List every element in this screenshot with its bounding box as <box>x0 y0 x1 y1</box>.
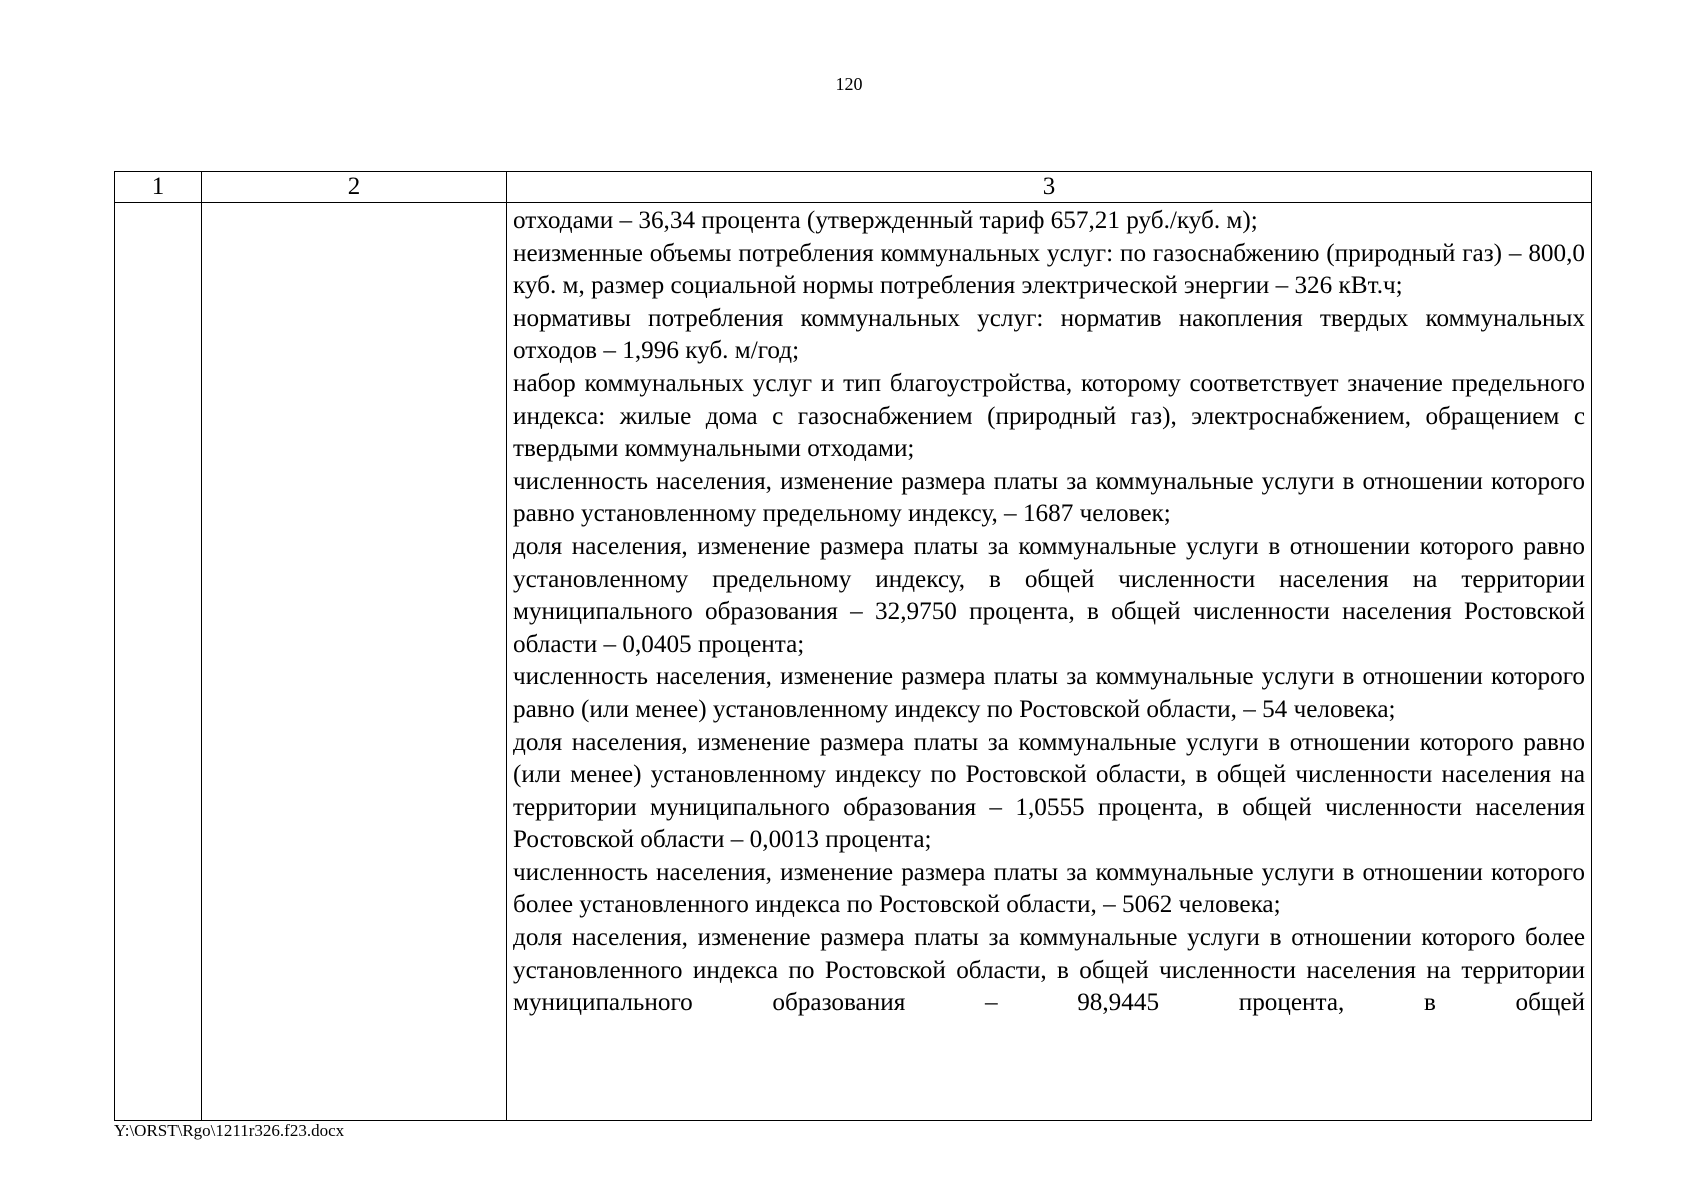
header-cell-1: 1 <box>115 172 202 203</box>
file-path-footer: Y:\ORST\Rgo\1211r326.f23.docx <box>114 1121 345 1140</box>
paragraph: набор коммунальных услуг и тип благоустройства, которому соответствует значение предельного индекса: жилые дома с газоснабжением (природный газ), электроснабжением, обращением с твердыми коммунальными отходами; <box>513 369 1585 463</box>
header-cell-2: 2 <box>202 172 507 203</box>
header-cell-3: 3 <box>507 172 1592 203</box>
paragraph: доля населения, изменение размера платы за коммунальные услуги в отношении которого равно (или менее) установленному индексу по Ростовской области, в общей численности населения на территории муниципального образования – 1,0555 процента, в общей численности населения Ростовской области – 0,0013 процента; <box>513 728 1585 854</box>
column-3-cell <box>507 203 1592 1121</box>
paragraph: доля населения, изменение размера платы за коммунальные услуги в отношении которого более установленного индекса по Ростовской области, в общей численности населения на территории муниципального образования – 98,9445 процента, в общей <box>513 924 1585 1017</box>
table-row <box>115 203 1592 1121</box>
paragraph: доля населения, изменение размера платы за коммунальные услуги в отношении которого равно установленному предельному индексу, в общей численности населения на территории муниципального образования – 32,9750 процента, в общей численности населения Ростовской области – 0,0405 процента; <box>513 532 1585 658</box>
paragraph: неизменные объемы потребления коммунальных услуг: по газоснабжению (природный газ) – 800,0 куб. м, размер социальной нормы потребления электрической энергии – 326 кВт.ч; <box>513 239 1585 300</box>
table-header-row <box>115 172 1592 203</box>
paragraph: численность населения, изменение размера платы за коммунальные услуги в отношении которого равно (или менее) установленному индексу по Ростовской области, – 54 человека; <box>513 663 1585 723</box>
paragraph: численность населения, изменение размера платы за коммунальные услуги в отношении которого равно установленному предельному индексу, – 1687 человек; <box>513 467 1585 528</box>
column-1-cell <box>115 203 202 1121</box>
paragraph: численность населения, изменение размера платы за коммунальные услуги в отношении которого более установленного индекса по Ростовской области, – 5062 человека; <box>513 858 1585 919</box>
document-table <box>114 171 1592 1121</box>
page-number: 120 <box>835 74 863 94</box>
paragraph: нормативы потребления коммунальных услуг: норматив накопления твердых коммунальных отходов – 1,996 куб. м/год; <box>513 304 1585 365</box>
paragraph: отходами – 36,34 процента (утвержденный тариф 657,21 руб./куб. м); <box>513 207 1258 234</box>
column-2-cell <box>202 203 507 1121</box>
